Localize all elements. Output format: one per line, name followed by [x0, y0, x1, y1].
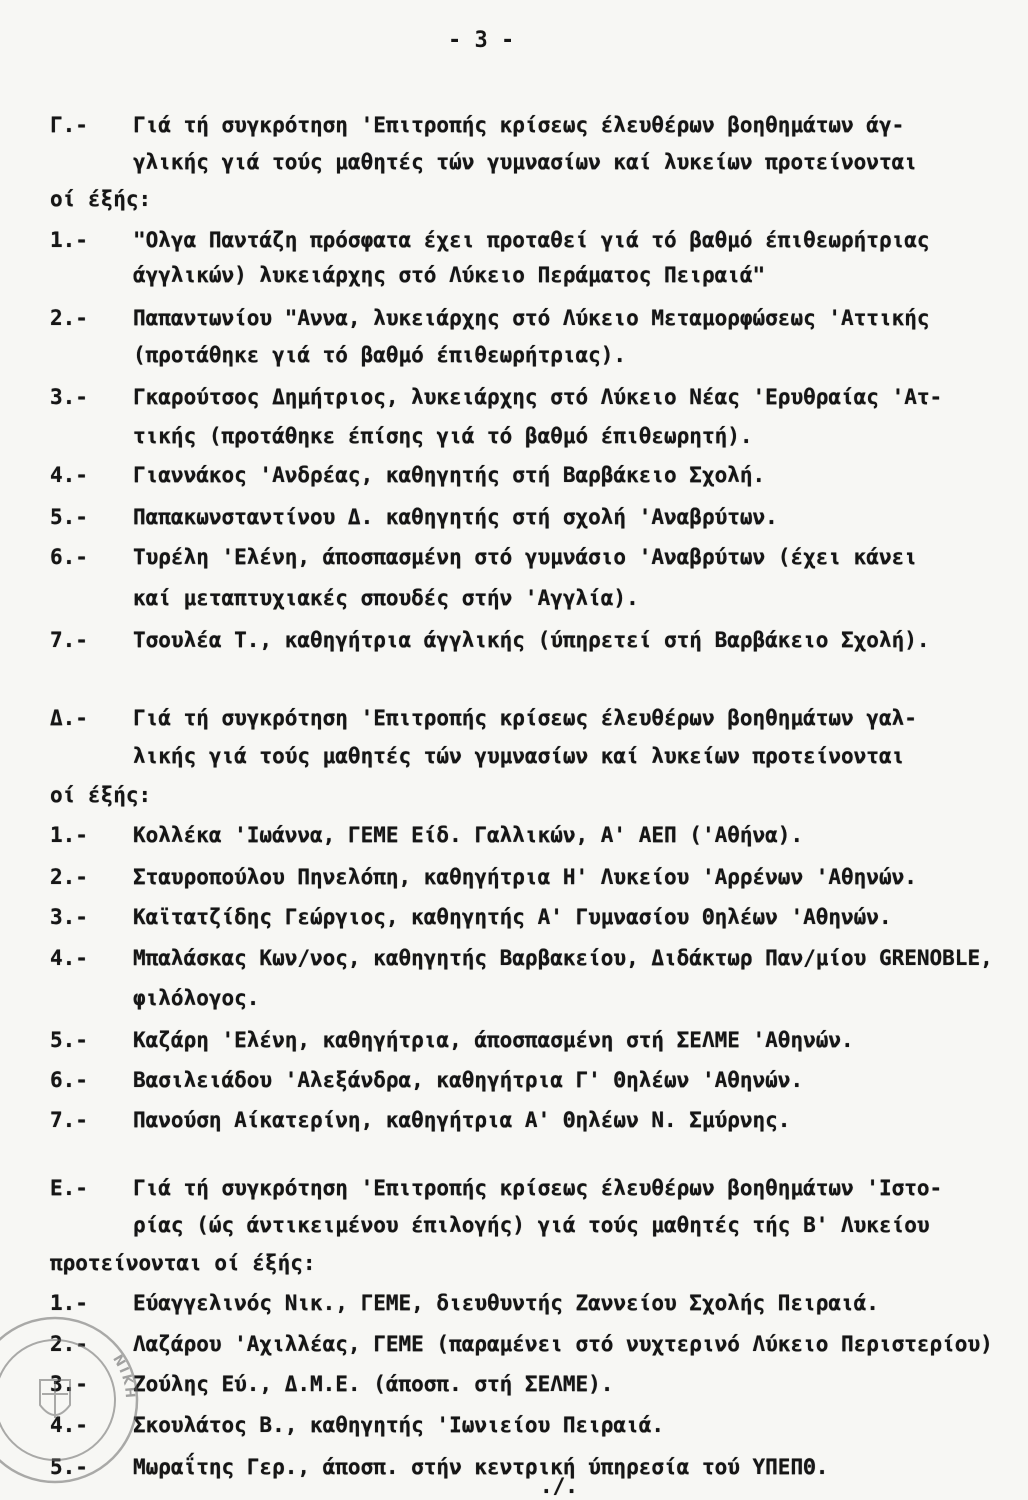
list-item-number: 5.-: [50, 1455, 88, 1479]
list-item-text: Καϊτατζίδης Γεώργιος, καθηγητής Α' Γυμνασίου Θηλέων 'Αθηνών.: [133, 905, 892, 929]
list-item-text: καί μεταπτυχιακές σπουδές στήν 'Αγγλία).: [133, 586, 639, 610]
list-item-number: 3.-: [50, 905, 88, 929]
list-item-text: Κολλέκα 'Ιωάννα, ΓΕΜΕ Είδ. Γαλλικών, Α' ΑΕΠ ('Αθήνα).: [133, 823, 804, 847]
list-item-text: Βασιλειάδου 'Αλεξάνδρα, καθηγήτρια Γ' Θηλέων 'Αθηνών.: [133, 1068, 804, 1092]
section-intro-line: γλικής γιά τούς μαθητές τών γυμνασίων καί λυκείων προτείνονται: [133, 150, 917, 174]
list-item-text: Ζούλης Εύ., Δ.Μ.Ε. (άποσπ. στή ΣΕΛΜΕ).: [133, 1372, 614, 1396]
list-item-number: 4.-: [50, 463, 88, 487]
emblem-cross-icon: [42, 1382, 68, 1418]
list-item-text: τικής (προτάθηκε έπίσης γιά τό βαθμό έπιθεωρητή).: [133, 424, 753, 448]
section-intro-line: ρίας (ώς άντικειμένου έπιλογής) γιά τούς μαθητές τής Β' Λυκείου: [133, 1213, 930, 1237]
section-intro-tail: οί έξής:: [50, 187, 152, 211]
list-item-text: Σταυροπούλου Πηνελόπη, καθηγήτρια Η' Λυκείου 'Αρρένων 'Αθηνών.: [133, 865, 917, 889]
list-item-text: Καζάρη 'Ελένη, καθηγήτρια, άποσπασμένη στή ΣΕΛΜΕ 'Αθηνών.: [133, 1028, 854, 1052]
list-item-number: 6.-: [50, 1068, 88, 1092]
continuation-mark: ./.: [540, 1474, 578, 1498]
list-item-text: Σκουλάτος Β., καθηγητής 'Ιωνιείου Πειραιά.: [133, 1413, 665, 1437]
list-item-number: 1.-: [50, 1291, 88, 1315]
section-intro-line: Γιά τή συγκρότηση 'Επιτροπής κρίσεως έλευθέρων βοηθημάτων άγ-: [133, 113, 905, 137]
list-item-number: 4.-: [50, 1413, 88, 1437]
list-item-text: "Ολγα Παντάζη πρόσφατα έχει προταθεί γιά τό βαθμό έπιθεωρήτριας: [133, 228, 930, 252]
section-intro-line: λικής γιά τούς μαθητές τών γυμνασίων καί λυκείων προτείνονται: [133, 744, 905, 768]
list-item-text: Λαζάρου 'Αχιλλέας, ΓΕΜΕ (παραμένει στό νυχτερινό Λύκειο Περιστερίου): [133, 1332, 993, 1356]
section-intro-line: Γιά τή συγκρότηση 'Επιτροπής κρίσεως έλευθέρων βοηθημάτων γαλ-: [133, 706, 917, 730]
list-item-text: Μωραΐτης Γερ., άποσπ. στήν κεντρική ύπηρεσία τού ΥΠΕΠΘ.: [133, 1455, 829, 1479]
list-item-number: 1.-: [50, 823, 88, 847]
section-intro-tail: προτείνονται οί έξής:: [50, 1251, 316, 1275]
list-item-text: Τυρέλη 'Ελένη, άποσπασμένη στό γυμνάσιο 'Αναβρύτων (έχει κάνει: [133, 545, 917, 569]
list-item-number: 5.-: [50, 1028, 88, 1052]
list-item-number: 3.-: [50, 385, 88, 409]
list-item-number: 7.-: [50, 1108, 88, 1132]
list-item-text: φιλόλογος.: [133, 986, 260, 1010]
list-item-text: (προτάθηκε γιά τό βαθμό έπιθεωρήτριας).: [133, 343, 627, 367]
section-label: Δ.-: [50, 706, 88, 730]
section-label: Γ.-: [50, 113, 88, 137]
list-item-text: Μπαλάσκας Κων/νος, καθηγητής Βαρβακείου, Διδάκτωρ Παν/μίου GRENOBLE,: [133, 946, 993, 970]
list-item-number: 2.-: [50, 865, 88, 889]
section-intro-tail: οί έξής:: [50, 783, 152, 807]
list-item-text: Γκαρούτσος Δημήτριος, λυκειάρχης στό Λύκειο Νέας 'Ερυθραίας 'Ατ-: [133, 385, 943, 409]
page-number: - 3 -: [448, 28, 515, 53]
list-item-number: 5.-: [50, 505, 88, 529]
list-item-number: 6.-: [50, 545, 88, 569]
list-item-number: 2.-: [50, 306, 88, 330]
list-item-text: Παπαντωνίου "Αννα, λυκειάρχης στό Λύκειο Μεταμορφώσεως 'Αττικής: [133, 306, 930, 330]
list-item-number: 7.-: [50, 628, 88, 652]
list-item-text: Γιαννάκος 'Ανδρέας, καθηγητής στή Βαρβάκειο Σχολή.: [133, 463, 766, 487]
stamp-inner-ring: [0, 1340, 115, 1460]
list-item-number: 1.-: [50, 228, 88, 252]
list-item-text: Εύαγγελινός Νικ., ΓΕΜΕ, διευθυντής Ζαννείου Σχολής Πειραιά.: [133, 1291, 879, 1315]
stamp-text-path: ΝΙΚΗ: [109, 1352, 138, 1401]
section-intro-line: Γιά τή συγκρότηση 'Επιτροπής κρίσεως έλευθέρων βοηθημάτων 'Ιστο-: [133, 1176, 943, 1200]
list-item-text: άγγλικών) λυκειάρχης στό Λύκειο Περάματος Πειραιά": [133, 263, 766, 287]
list-item-text: Πανούση Αίκατερίνη, καθηγήτρια Α' Θηλέων Ν. Σμύρνης.: [133, 1108, 791, 1132]
list-item-number: 4.-: [50, 946, 88, 970]
official-stamp: [0, 1310, 150, 1498]
list-item-number: 3.-: [50, 1372, 88, 1396]
list-item-text: Παπακωνσταντίνου Δ. καθηγητής στή σχολή 'Αναβρύτων.: [133, 505, 778, 529]
list-item-number: 2.-: [50, 1332, 88, 1356]
stamp-outer-ring: [0, 1318, 137, 1482]
list-item-text: Τσουλέα Τ., καθηγήτρια άγγλικής (ύπηρετεί στή Βαρβάκειο Σχολή).: [133, 628, 930, 652]
section-label: Ε.-: [50, 1176, 88, 1200]
stamp-text: [109, 1353, 137, 1401]
